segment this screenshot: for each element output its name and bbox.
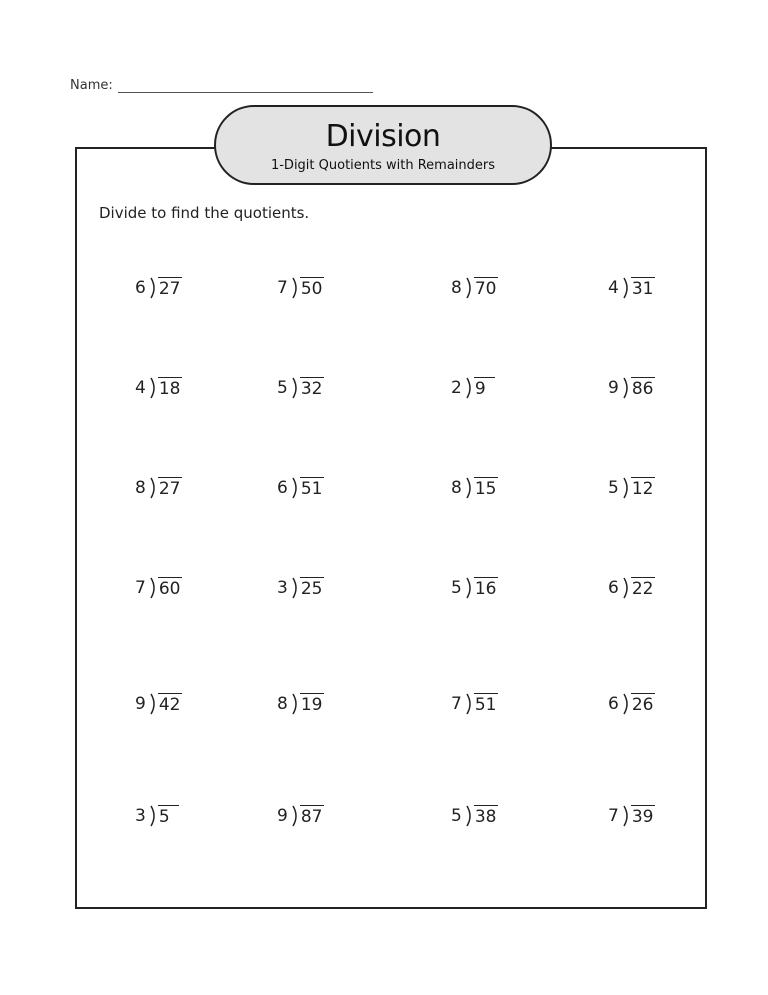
division-problem bbox=[135, 692, 182, 716]
division-bracket-icon bbox=[150, 477, 157, 499]
title-banner bbox=[214, 105, 552, 185]
dividend: 38 bbox=[474, 806, 497, 827]
division-bracket-icon bbox=[292, 693, 299, 715]
dividend: 51 bbox=[474, 694, 497, 715]
division-bracket-icon bbox=[466, 277, 473, 299]
dividend: 9 bbox=[474, 377, 495, 400]
dividend: 42 bbox=[158, 694, 181, 715]
division-bracket-icon bbox=[292, 377, 299, 399]
divisor: 6 bbox=[135, 278, 146, 298]
division-bracket-icon bbox=[623, 277, 630, 299]
divisor: 7 bbox=[608, 806, 619, 826]
division-problem bbox=[451, 476, 498, 500]
division-bracket-icon bbox=[292, 805, 299, 827]
dividend: 39 bbox=[631, 806, 654, 827]
divisor: 7 bbox=[277, 278, 288, 298]
divisor: 3 bbox=[135, 806, 146, 826]
division-problem bbox=[608, 804, 655, 828]
division-problem bbox=[277, 276, 324, 300]
division-problem bbox=[608, 576, 655, 600]
name-field-line[interactable] bbox=[118, 92, 373, 93]
divisor: 5 bbox=[277, 378, 288, 398]
division-problem bbox=[451, 692, 498, 716]
dividend: 15 bbox=[474, 478, 497, 499]
worksheet-frame bbox=[75, 147, 707, 909]
division-problem bbox=[451, 804, 498, 828]
division-problem bbox=[277, 476, 324, 500]
dividend: 5 bbox=[158, 805, 179, 828]
dividend: 70 bbox=[474, 278, 497, 299]
division-bracket-icon bbox=[623, 693, 630, 715]
worksheet-subtitle: 1-Digit Quotients with Remainders bbox=[270, 158, 496, 173]
division-problem bbox=[608, 692, 655, 716]
division-problem bbox=[608, 476, 655, 500]
name-label: Name: bbox=[70, 78, 113, 93]
divisor: 3 bbox=[277, 578, 288, 598]
division-bracket-icon bbox=[150, 805, 157, 827]
division-bracket-icon bbox=[466, 477, 473, 499]
division-bracket-icon bbox=[150, 693, 157, 715]
dividend: 26 bbox=[631, 694, 654, 715]
divisor: 8 bbox=[277, 694, 288, 714]
division-problem bbox=[608, 276, 655, 300]
division-problem bbox=[277, 804, 324, 828]
dividend: 27 bbox=[158, 478, 181, 499]
division-bracket-icon bbox=[466, 577, 473, 599]
divisor: 8 bbox=[451, 278, 462, 298]
divisor: 8 bbox=[451, 478, 462, 498]
divisor: 6 bbox=[608, 694, 619, 714]
division-bracket-icon bbox=[623, 805, 630, 827]
division-problem bbox=[608, 376, 655, 400]
dividend: 22 bbox=[631, 578, 654, 599]
division-problem bbox=[451, 576, 498, 600]
divisor: 9 bbox=[277, 806, 288, 826]
divisor: 6 bbox=[608, 578, 619, 598]
dividend: 12 bbox=[631, 478, 654, 499]
division-problem bbox=[451, 376, 495, 400]
division-bracket-icon bbox=[292, 477, 299, 499]
division-problem bbox=[135, 476, 182, 500]
dividend: 19 bbox=[300, 694, 323, 715]
division-problem bbox=[135, 276, 182, 300]
divisor: 5 bbox=[608, 478, 619, 498]
dividend: 51 bbox=[300, 478, 323, 499]
divisor: 5 bbox=[451, 578, 462, 598]
divisor: 9 bbox=[608, 378, 619, 398]
division-bracket-icon bbox=[466, 693, 473, 715]
dividend: 27 bbox=[158, 278, 181, 299]
division-bracket-icon bbox=[623, 477, 630, 499]
division-problem bbox=[277, 376, 324, 400]
divisor: 2 bbox=[451, 378, 462, 398]
division-problem bbox=[135, 576, 182, 600]
divisor: 6 bbox=[277, 478, 288, 498]
dividend: 87 bbox=[300, 806, 323, 827]
division-bracket-icon bbox=[623, 377, 630, 399]
division-bracket-icon bbox=[150, 577, 157, 599]
dividend: 18 bbox=[158, 378, 181, 399]
divisor: 7 bbox=[135, 578, 146, 598]
dividend: 50 bbox=[300, 278, 323, 299]
divisor: 9 bbox=[135, 694, 146, 714]
division-problem bbox=[277, 692, 324, 716]
dividend: 25 bbox=[300, 578, 323, 599]
divisor: 8 bbox=[135, 478, 146, 498]
division-bracket-icon bbox=[466, 805, 473, 827]
instructions: Divide to find the quotients. bbox=[99, 204, 310, 222]
dividend: 60 bbox=[158, 578, 181, 599]
worksheet-title: Division bbox=[325, 119, 441, 154]
dividend: 32 bbox=[300, 378, 323, 399]
dividend: 16 bbox=[474, 578, 497, 599]
division-bracket-icon bbox=[292, 277, 299, 299]
division-bracket-icon bbox=[466, 377, 473, 399]
divisor: 5 bbox=[451, 806, 462, 826]
division-bracket-icon bbox=[292, 577, 299, 599]
division-bracket-icon bbox=[150, 277, 157, 299]
division-problem bbox=[451, 276, 498, 300]
divisor: 4 bbox=[135, 378, 146, 398]
division-problem bbox=[135, 804, 179, 828]
division-bracket-icon bbox=[150, 377, 157, 399]
dividend: 86 bbox=[631, 378, 654, 399]
divisor: 4 bbox=[608, 278, 619, 298]
dividend: 31 bbox=[631, 278, 654, 299]
division-problem bbox=[277, 576, 324, 600]
divisor: 7 bbox=[451, 694, 462, 714]
division-problem bbox=[135, 376, 182, 400]
division-bracket-icon bbox=[623, 577, 630, 599]
